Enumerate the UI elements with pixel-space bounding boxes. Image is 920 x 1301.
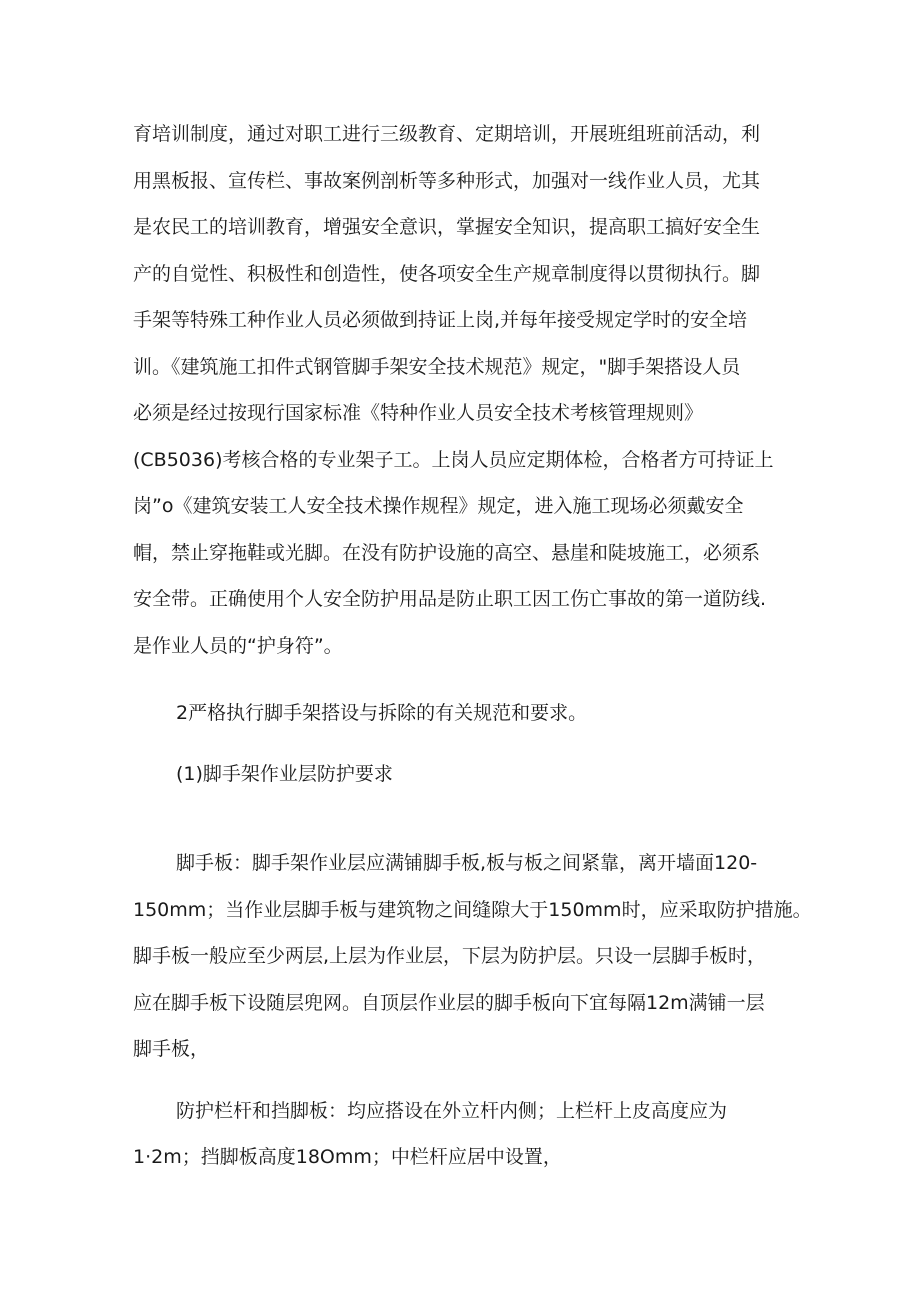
text-line: 手架等特殊工种作业人员必须做到持证上岗,并每年接受规定学时的安全培 — [133, 309, 748, 331]
text-line: 应在脚手板下设随层兜网。自顶层作业层的脚手板向下宜每隔12m满铺一层 — [133, 992, 765, 1014]
text-line: (CB5036)考核合格的专业架子工。上岗人员应定期体检，合格者方可持证上 — [133, 449, 774, 471]
text-line: 岗”o《建筑安装工人安全技术操作规程》规定，进入施工现场必须戴安全 — [133, 495, 744, 517]
text-line: 是作业人员的“护身符”。 — [133, 635, 343, 657]
text-line: 育培训制度，通过对职工进行三级教育、定期培训，开展班组班前活动，利 — [133, 123, 761, 145]
text-line: 是农民工的培训教育，增强安全意识，掌握安全知识，提高职工搞好安全生 — [133, 216, 761, 238]
section-heading: 2严格执行脚手架搭设与拆除的有关规范和要求。 — [176, 702, 588, 724]
text-line: 脚手板：脚手架作业层应满铺脚手板,板与板之间紧靠，离开墙面120- — [176, 852, 758, 874]
text-line: 防护栏杆和挡脚板：均应搭设在外立杆内侧；上栏杆上皮高度应为 — [176, 1100, 728, 1122]
text-line: 安全带。正确使用个人安全防护用品是防止职工因工伤亡事故的第一道防线. — [133, 588, 767, 610]
text-line: 产的自觉性、积极性和创造性，使各项安全生产规章制度得以贯彻执行。脚 — [133, 263, 761, 285]
text-line: 150mm；当作业层脚手板与建筑物之间缝隙大于150mm时，应采取防护措施。 — [133, 899, 812, 921]
text-line: 训。《建筑施工扣件式钢管脚手架安全技术规范》规定，"脚手架搭设人员 — [133, 356, 741, 378]
text-line: 用黑板报、宣传栏、事故案例剖析等多种形式，加强对一线作业人员，尤其 — [133, 170, 761, 192]
text-line: 脚手板， — [133, 1038, 210, 1060]
text-line: 脚手板一般应至少两层,上层为作业层，下层为防护层。只设一层脚手板时， — [133, 945, 767, 967]
text-line: 必须是经过按现行国家标准《特种作业人员安全技术考核管理规则》 — [133, 402, 704, 424]
text-line: 1·2m；挡脚板高度18Omm；中栏杆应居中设置， — [133, 1146, 562, 1168]
subsection-heading: (1)脚手架作业层防护要求 — [176, 763, 393, 785]
text-line: 帽，禁止穿拖鞋或光脚。在没有防护设施的高空、悬崖和陡坡施工，必须系 — [133, 542, 761, 564]
